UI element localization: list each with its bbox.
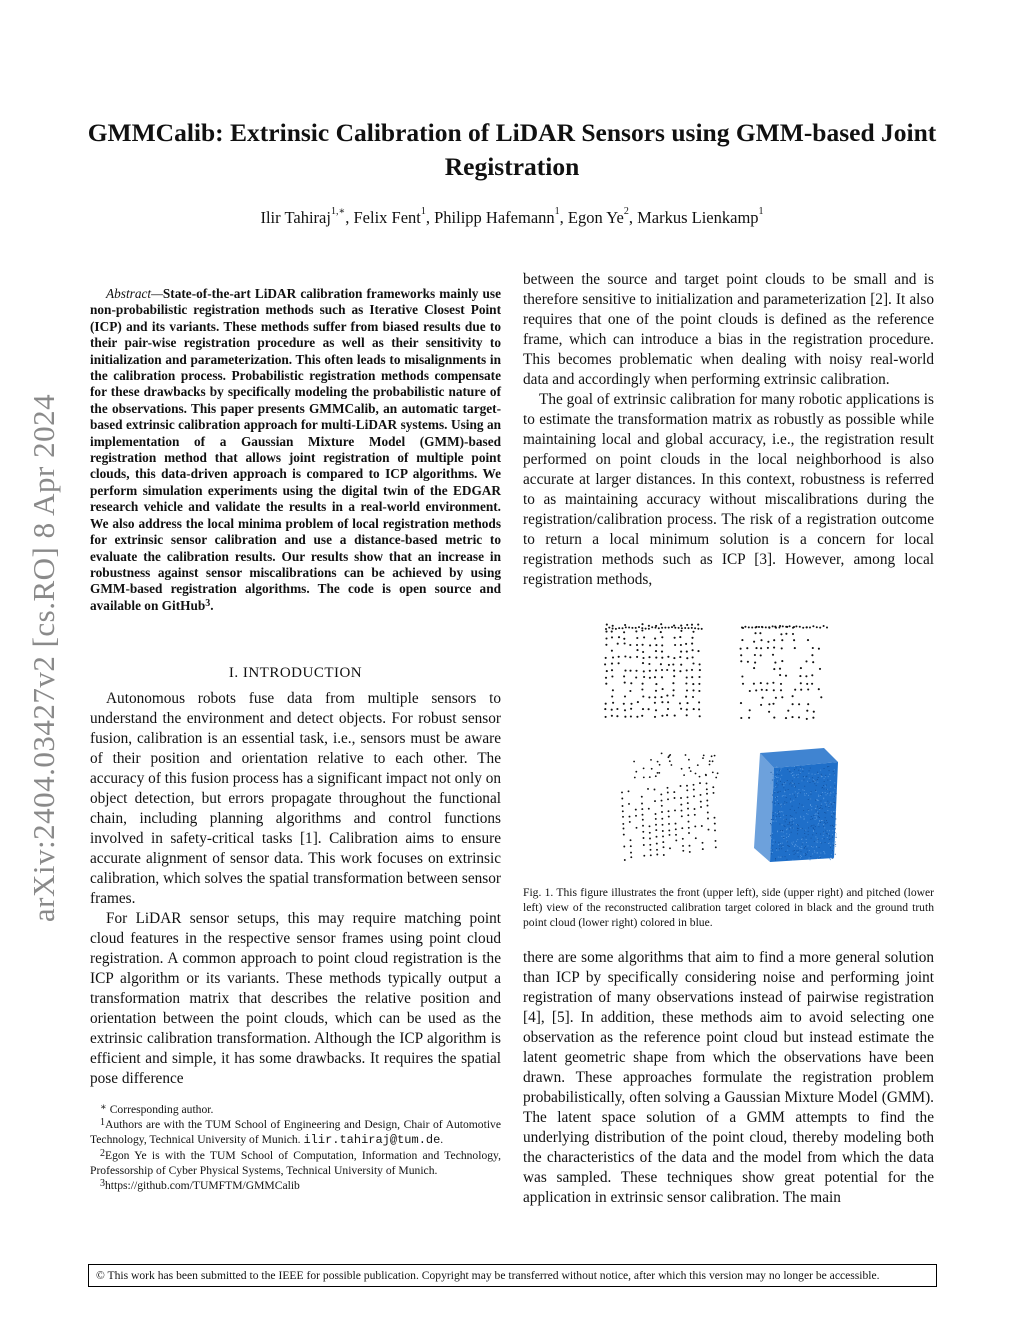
side-view-point-cloud — [740, 625, 828, 720]
footnote-2: $^2$Egon Ye is with the TUM School of Computation, Information and Technology, Professorship of Cyber Physical Systems, Technical University of Munich. — [90, 1148, 501, 1177]
right-column-text-top — [523, 270, 934, 590]
abstract-label: Abstract — [106, 286, 152, 301]
author: Markus Lienkamp$^1$ — [637, 206, 764, 227]
author: Felix Fent$^1$ — [353, 206, 426, 227]
author-email: ilir.tahiraj@tum.de — [303, 1133, 441, 1147]
front-view-point-cloud — [604, 623, 703, 718]
abstract: Abstract—State-of-the-art LiDAR calibration frameworks mainly use non-probabilistic registration methods such as Iterative Closest Point (ICP) and its variants. These methods suffer from biased results due to their pair-wise registration procedure as well as their sensitivity to initialization and parameterization. This often leads to misalignments in the calibration process. Probabilistic registration methods compensate for these drawbacks by specifically modeling the probabilistic nature of the observations. This paper presents GMMCalib, an automatic target-based extrinsic calibration approach for multi-LiDAR systems. Using an implementation of a Gaussian Mixture Model (GMM)-based registration method that allows joint registration of multiple point clouds, this data-driven approach is compared to ICP algorithms. We perform simulation experiments using the digital twin of the EDGAR research vehicle and validate the results in a real-world environment. We also address the local minima problem of local registration methods for extrinsic sensor calibration and use a distance-based metric to evaluate the calibration results. Our results show that an increase in robustness against sensor miscalibrations can be achieved by using GMM-based registration algorithms. The code is open source and available on GitHub$^3$. — [90, 286, 501, 613]
paragraph: For LiDAR sensor setups, this may require matching point cloud features in the respective sensor frames using point cloud registration. A common approach to point cloud registration is the ICP algorithm or its variants. These methods typically output a transformation matrix that describes the relative position and orientation between the point clouds, which can be used as the extrinsic calibration transformation. Although the ICP algorithm is efficient and simple, it has some drawbacks. It requires the spatial pose difference — [90, 910, 501, 1087]
author-list: Ilir Tahiraj$^{1,∗}$, Felix Fent$^1$, Philipp Hafemann$^1$, Egon Ye$^2$, Markus Lienkamp$^1$ — [260, 206, 764, 227]
footnote-3: $^3$https://github.com/TUMFTM/GMMCalib — [100, 1178, 300, 1192]
pitched-view-point-cloud — [621, 753, 718, 861]
paper-title: GMMCalib: Extrinsic Calibration of LiDAR Sensors using GMM-based Joint Registration — [87, 118, 937, 181]
author: Philipp Hafemann$^1$ — [434, 206, 560, 227]
figure-1 — [604, 620, 842, 870]
paragraph: Autonomous robots fuse data from multiple sensors to understand the environment and detect objects. For robust sensor fusion, calibration is an essential task, i.e., sensors must be aware of their position and orientation relative to each other. The accuracy of this fusion process has a significant impact not only on object detection, but errors propagate throughout the functional chain, including planning algorithms and control functions involved in safety-critical tasks [1]. Calibration aims to ensure accurate alignment of sensor data. This work focuses on extrinsic calibration, which solves the spatial transformation between sensor frames. — [90, 690, 501, 907]
paragraph: between the source and target point clouds to be small and is therefore sensitive to initialization and parameterization [2]. It also requires that one of the point clouds is defined as the reference frame, which can introduce a bias in the registration procedure. This becomes problematic when dealing with noisy real-world data and accordingly when performing extrinsic calibration. — [523, 271, 934, 388]
figure-caption: Fig. 1. This figure illustrates the front (upper left), side (upper right) and pitched (lower left) view of the reconstructed calibration target colored in black and the ground truth point cloud (lower right) colored in blue. — [523, 886, 934, 929]
footnote-mark: 3 — [205, 597, 211, 609]
footnote-1: $^1$Authors are with the TUM School of Engineering and Design, Chair of Automotive Technology, Technical University of Munich. ilir.tahiraj@tum.de. — [90, 1117, 501, 1147]
ground-truth-point-cloud — [754, 748, 838, 862]
author: Egon Ye$^2$ — [567, 206, 629, 227]
paragraph: The goal of extrinsic calibration for many robotic applications is to estimate the transformation matrix as robustly as possible while maintaining local and global accuracy, i.e., the registration result performed on point clouds in the local neighborhood is also accurate at larger distances. In this context, robustness is referred to as maintaining accuracy without miscalibrations during the registration/calibration process. The risk of a registration outcome to return a local minimum solution is a concern for local registration methods such as ICP [3]. However, among local registration methods, — [523, 391, 934, 588]
section-heading-introduction: I. INTRODUCTION — [228, 665, 363, 681]
right-column-text-bottom — [523, 948, 934, 1208]
point-cloud-figure — [604, 620, 842, 870]
introduction-text — [90, 689, 501, 1089]
copyright-notice: © This work has been submitted to the IEEE for possible publication. Copyright may be transferred without notice, after which this version may no longer be accessible. — [88, 1264, 937, 1287]
abstract-text: State-of-the-art LiDAR calibration frameworks mainly use non-probabilistic registration methods such as Iterative Closest Point (ICP) and its variants. These methods suffer from biased results due to their pair-wise registration procedure as well as their sensitivity to initialization and parameterization. This often leads to misalignments in the calibration process. Probabilistic registration methods compensate for these drawbacks by specifically modeling the probabilistic nature of the observations. This paper presents GMMCalib, an automatic target-based extrinsic calibration approach for multi-LiDAR systems. Using an implementation of a Gaussian Mixture Model (GMM)-based registration method that allows joint registration of multiple point clouds, this data-driven approach is compared to ICP algorithms. We perform simulation experiments using the digital twin of the EDGAR research vehicle and validate the results in a real-world environment. We also address the local minima problem of local registration methods for extrinsic sensor calibration and use a distance-based metric to evaluate the calibration results. Our results show that an increase in robustness against sensor miscalibrations can be achieved by using GMM-based registration algorithms. The code is open source and available on GitHub — [90, 286, 501, 613]
author: Ilir Tahiraj$^{1,∗}$ — [260, 206, 346, 227]
footnotes — [90, 1102, 501, 1193]
github-link[interactable]: https://github.com/TUMFTM/GMMCalib — [105, 1179, 300, 1192]
paragraph: there are some algorithms that aim to find a more general solution than ICP by specifically considering noise and performing joint registration of many observations instead of pairwise registration [4], [5]. In addition, these methods aim to avoid selecting one observation as the reference point cloud but instead estimate the latent geometric shape from which the observations have been drawn. These approaches formulate the registration problem probabilistically, often solving a Gaussian Mixture Model (GMM). The latent space solution of a GMM attempts to find the underlying distribution of the point cloud, thereby modeling both the characteristics of the data and the model from which the data was sampled. These techniques show great potential for the application in extrinsic sensor calibration. The main — [523, 949, 934, 1206]
footnote-corresponding: ∗ Corresponding author. — [100, 1102, 214, 1116]
arxiv-identifier: arXiv:2404.03427v2 [cs.RO] 8 Apr 2024 — [26, 393, 61, 923]
